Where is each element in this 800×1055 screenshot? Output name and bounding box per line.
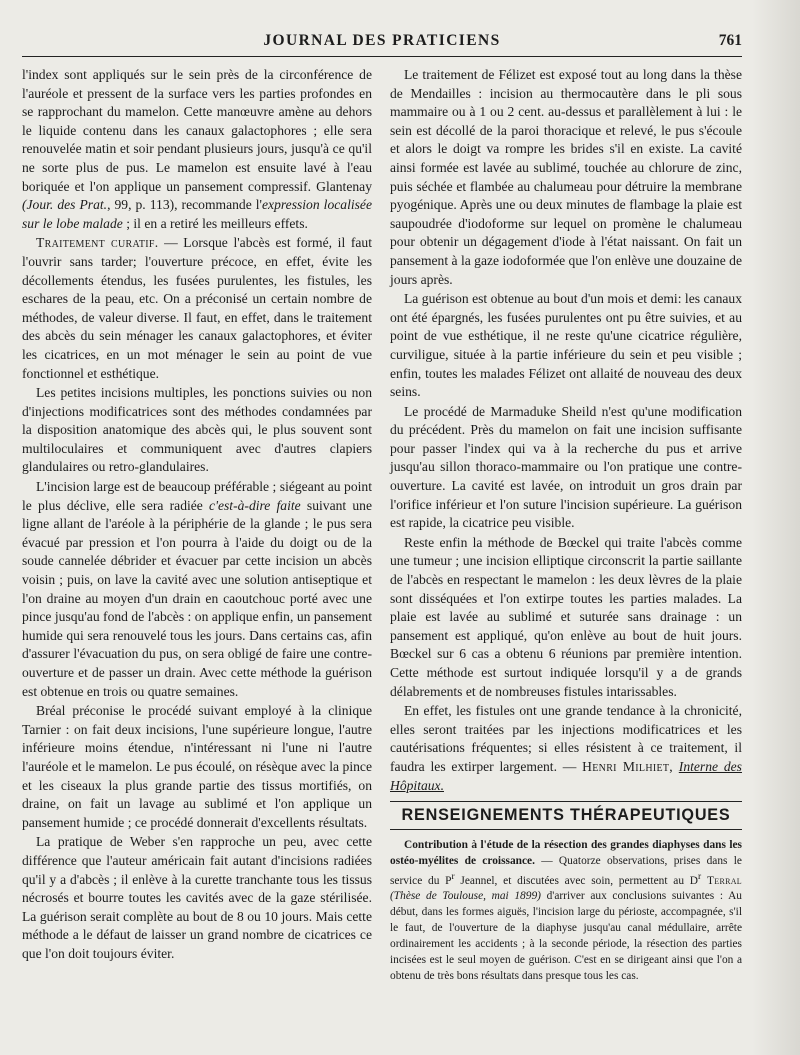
text-span: — Quatorze observations, prises dans le service du P (390, 854, 742, 887)
text-span: ; il en a retiré les meilleurs effets. (122, 215, 308, 231)
page-number: 761 (718, 32, 742, 49)
paragraph (22, 234, 372, 383)
paragraph: Les petites incisions multiples, les ponctions suivies ou non d'injections modificatrices sont des méthodes condamnées par la disposition anatomique des abcès qui, le plus souvent sont multiloculaires et communiquent avec d'autres clapiers glandulaires ou retro-glandulaires. (22, 385, 372, 475)
superscript: r (451, 871, 455, 882)
page-header (22, 30, 742, 57)
paragraph: La guérison est obtenue au bout d'un mois et demi: les canaux ont été épargnés, les fusées purulentes ont pu être suivies, et au point de vue esthétique, il ne reste qu'une cicatrice régulière, curviligue, située à la partie inférieure du sein et peu visible ; enfin, toutes les malades Félizet ont allaité de nouveau des deux seins. (390, 291, 742, 400)
author-name: Terral (701, 874, 742, 887)
text-span: L'incision large est de beaucoup préférable ; siégeant au point le plus déclive, elle sera radiée (22, 479, 372, 513)
paragraph: La pratique de Weber s'en rapproche un peu, avec cette différence que l'auteur américain fait autant d'incisions radiées qu'il y a d'abcès ; il enlève à la curette tranchante tous les tissus nécrosés et bourre toutes les cavités avec de la gaze stérilisée. La guérison serait complète au bout de 8 ou 10 jours. Mais cette méthode a le défaut de laisser un grand nombre de cicatrices ce que l'on doit toujours éviter. (22, 834, 372, 961)
section-rule-bottom (390, 829, 742, 830)
signature-name: Henri Milhiet, (582, 758, 673, 774)
text-span: Jeannel, et discutées avec soin, permettent au D (454, 874, 698, 887)
right-column (390, 66, 742, 985)
section-paragraph (390, 838, 742, 985)
citation: (Jour. des Prat. (22, 197, 108, 213)
text-span: d'arriver aux conclusions suivantes : Au début, dans les formes aiguës, l'incision large du périoste, accompagnée, s'il le faut, de l'ouverture de la diaphyse jusqu'au canal médullaire, arrête ordinairement les accidents ; à la seconde période, la résection des parties incisées est le seul moyen de guérison. C'est en se dirigeant ainsi que l'on a obtenu de très bons résultats dans presque tous les cas. (390, 890, 742, 982)
paragraph (22, 66, 372, 233)
signature-role: Interne des Hôpitaux. (390, 758, 742, 793)
section-title: RENSEIGNEMENTS THÉRAPEUTIQUES (401, 806, 731, 825)
section-rule-top (390, 801, 742, 802)
paragraph: Reste enfin la méthode de Bœckel qui traite l'abcès comme une tumeur ; une incision elliptique circonscrit la partie saillante de l'abcès en respectant le mamelon : les deux lèvres de la plaie sont disséquées et l'on extirpe toutes les parties malades. La plaie est lavée au sublimé et suturée sans drainage : un pansement est appliqué, qu'on enlève au bout de huit jours. Bœckel sur 6 cas a obtenu 6 réunions par première intention. Cette méthode est surtout indiquée lorsqu'il y a de grands délabrements et de nombreuses fistules intarissables. (390, 534, 742, 699)
emphasis: expression localisée sur le lobe malade (22, 197, 372, 231)
running-title: JOURNAL DES PRATICIENS (263, 32, 501, 49)
source-citation: (Thèse de Toulouse, mai 1899) (390, 890, 541, 903)
text-span: l'index sont appliqués sur le sein près de la circonférence de l'auréole et pressent de la surface vers les parties profondes en se rapprochant du mamelon. Cette manœuvre amène au dehors le liquide contenu dans les canaux galactophores ; elle sera renouvelée matin et soir pendant plusieurs jours, jusqu'à ce qu'il ne sorte plus de pus. Le mamelon est ensuite lavé à l'eau boriquée et l'on applique un pansement compressif. Glantenay (22, 67, 372, 194)
paragraph (390, 702, 742, 795)
paragraph: Le procédé de Marmaduke Sheild n'est qu'une modification du précédent. Près du mamelon on fait une incision suffisante pour passer l'index qui va à la recherche du pus et arrive jusqu'au sillon thoraco-mammaire ou l'on pratique une contre-ouverture. La cavité est lavée, on introduit un gros drain par l'orifice inférieur et l'on suture l'incision supérieure. La guérison est rapide, la cicatrice peu visible. (390, 403, 742, 531)
paragraph: Le traitement de Félizet est exposé tout au long dans la thèse de Mendailles : incision au thermocautère dans le pli sous mammaire ou à 1 ou 2 cent. au-dessus et parallèlement à lui : le sein est décollé de la paroi thoracique et relevé, le pus s'écoule et alors le doigt va rompre les brides s'il en existe. La cavité ainsi formée est lavée au sublimé, touchée au chlorure de zinc, puis séchée et flambée au chalumeau pour détruire la membrane pyogénique. Après une ou deux minutes de flambage la plaie est saupoudrée d'iodoforme sur lequel on promène le chalumeau pour obtenir un dégagement d'iode à l'état naissant. On fait un pansement à la gaze iodoformée que l'on enlève une douzaine de jours après. (390, 67, 742, 287)
superscript: r (698, 871, 702, 882)
emphasis: c'est-à-dire faite (209, 497, 301, 513)
text-span: En effet, les fistules ont une grande tendance à la chronicité, elles seront traitées par les injections modificatrices et les cautérisations fréquentes; si elles résistent à ce traitement, il faudra les extirper largement. — (390, 703, 742, 774)
text-span: , 99, p. 113), recommande l' (107, 197, 263, 213)
text-span: — Lorsque l'abcès est formé, il faut l'ouvrir sans tarder; l'ouverture précoce, en effet, évite les décollements étendus, les fusées purulentes, les fistules, les eschares de la peau, etc. On a préconisé un certain nombre de méthodes, de valeur diverse. Il faut, en effet, dans le traitement des abcès du sein ménager les canaux galactophores, et éviter les cicatrices, en un mot ménager le sein au point de vue fonctionnel et esthétique. (22, 235, 372, 381)
text-span: suivant une ligne allant de l'aréole à la périphérie de la glande ; le pus sera évacué par pression et l'on pourra à l'aide du doigt ou de la soude cannelée débrider et évacuer par cette incision un abcès voisin ; puis, on lave la cavité avec une solution antiseptique et l'on draine au moyen d'un drain en caoutchouc porté avec une pince jusqu'au fond de l'abcès : on applique enfin, un pansement humide qui sera renouvelé tous les jours. Dans certains cas, afin d'assurer l'évacuation du pus, on sera obligé de faire une contre-ouverture et de passer un drain. Avec cette méthode la guérison est obtenue en trois ou quatre semaines. (22, 497, 373, 699)
article-title: Contribution à l'étude de la résection des grandes diaphyses dans les ostéo-myélites de croissance. (390, 838, 742, 867)
run-in-heading: Traitement curatif. (36, 235, 159, 251)
left-column (22, 66, 372, 964)
page-shadow (752, 0, 800, 1055)
paragraph (22, 478, 372, 701)
paragraph: Bréal préconise le procédé suivant employé à la clinique Tarnier : on fait deux incisions, l'une supérieure longue, l'autre inférieure moins étendue, n'intéressant ni l'une ni l'autre l'auréole et le mamelon. Le pus écoulé, on résèque avec la pince et les ciseaux la plus grande partie des tissus mortifiés, on draine, on fait un lavage au sublimé et l'on applique un pansement humide ; ce procédé donnerait d'excellents résultats. (22, 703, 372, 830)
